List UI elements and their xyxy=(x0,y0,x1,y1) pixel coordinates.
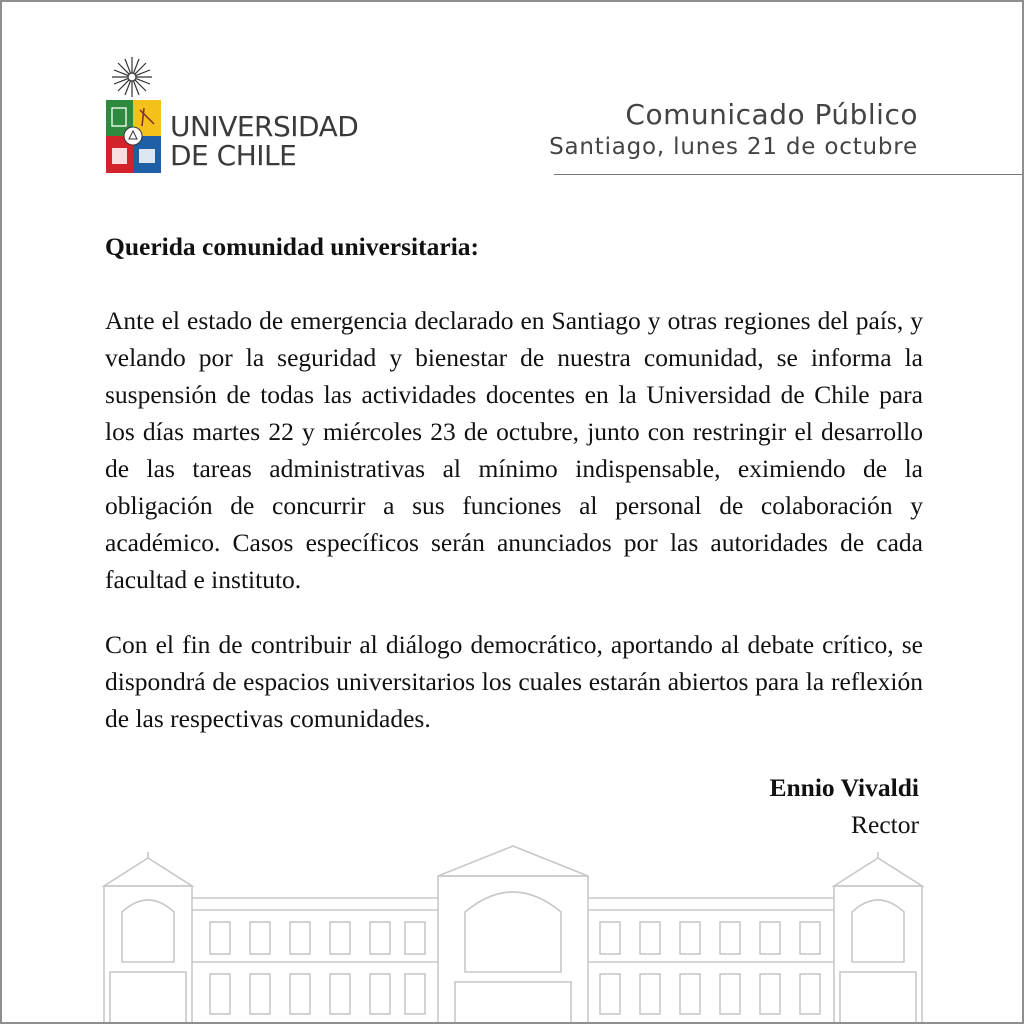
signature-block xyxy=(769,769,919,843)
university-crest-icon xyxy=(102,52,164,177)
university-name xyxy=(170,112,358,170)
salutation: Querida comunidad universitaria: xyxy=(105,232,480,261)
communique-date: Santiago, lunes 21 de octubre xyxy=(549,134,918,160)
university-logo xyxy=(102,52,402,182)
building-facade-icon xyxy=(100,842,926,1024)
header-divider xyxy=(554,174,1022,175)
letter-body xyxy=(105,228,923,765)
communique-title: Comunicado Público xyxy=(625,98,918,131)
paragraph-1: Ante el estado de emergencia declarado en Santiago y otras regiones del país, y velando por la seguridad y bienestar de nuestra comunidad, se informa la suspensión de todas las actividades docentes en la Universidad de Chile para los días martes 22 y miércoles 23 de octubre, junto con restringir el desarrollo de las tareas administrativas al mínimo indispensable, eximiendo de la obligación de concurrir a sus funciones al personal de colaboración y académico. Casos específicos serán anunciados por las autoridades de cada facultad e instituto. xyxy=(105,306,923,594)
communique-header xyxy=(549,98,918,162)
signer-role: Rector xyxy=(851,810,919,839)
university-name-line1: UNIVERSIDAD xyxy=(170,110,359,143)
university-name-line2: DE CHILE xyxy=(170,139,297,172)
paragraph-2: Con el fin de contribuir al diálogo democrático, aportando al debate crítico, se dispondrá de espacios universitarios los cuales estarán abiertos para la reflexión de las respectivas comunidades. xyxy=(105,630,923,733)
signer-name: Ennio Vivaldi xyxy=(769,773,919,802)
